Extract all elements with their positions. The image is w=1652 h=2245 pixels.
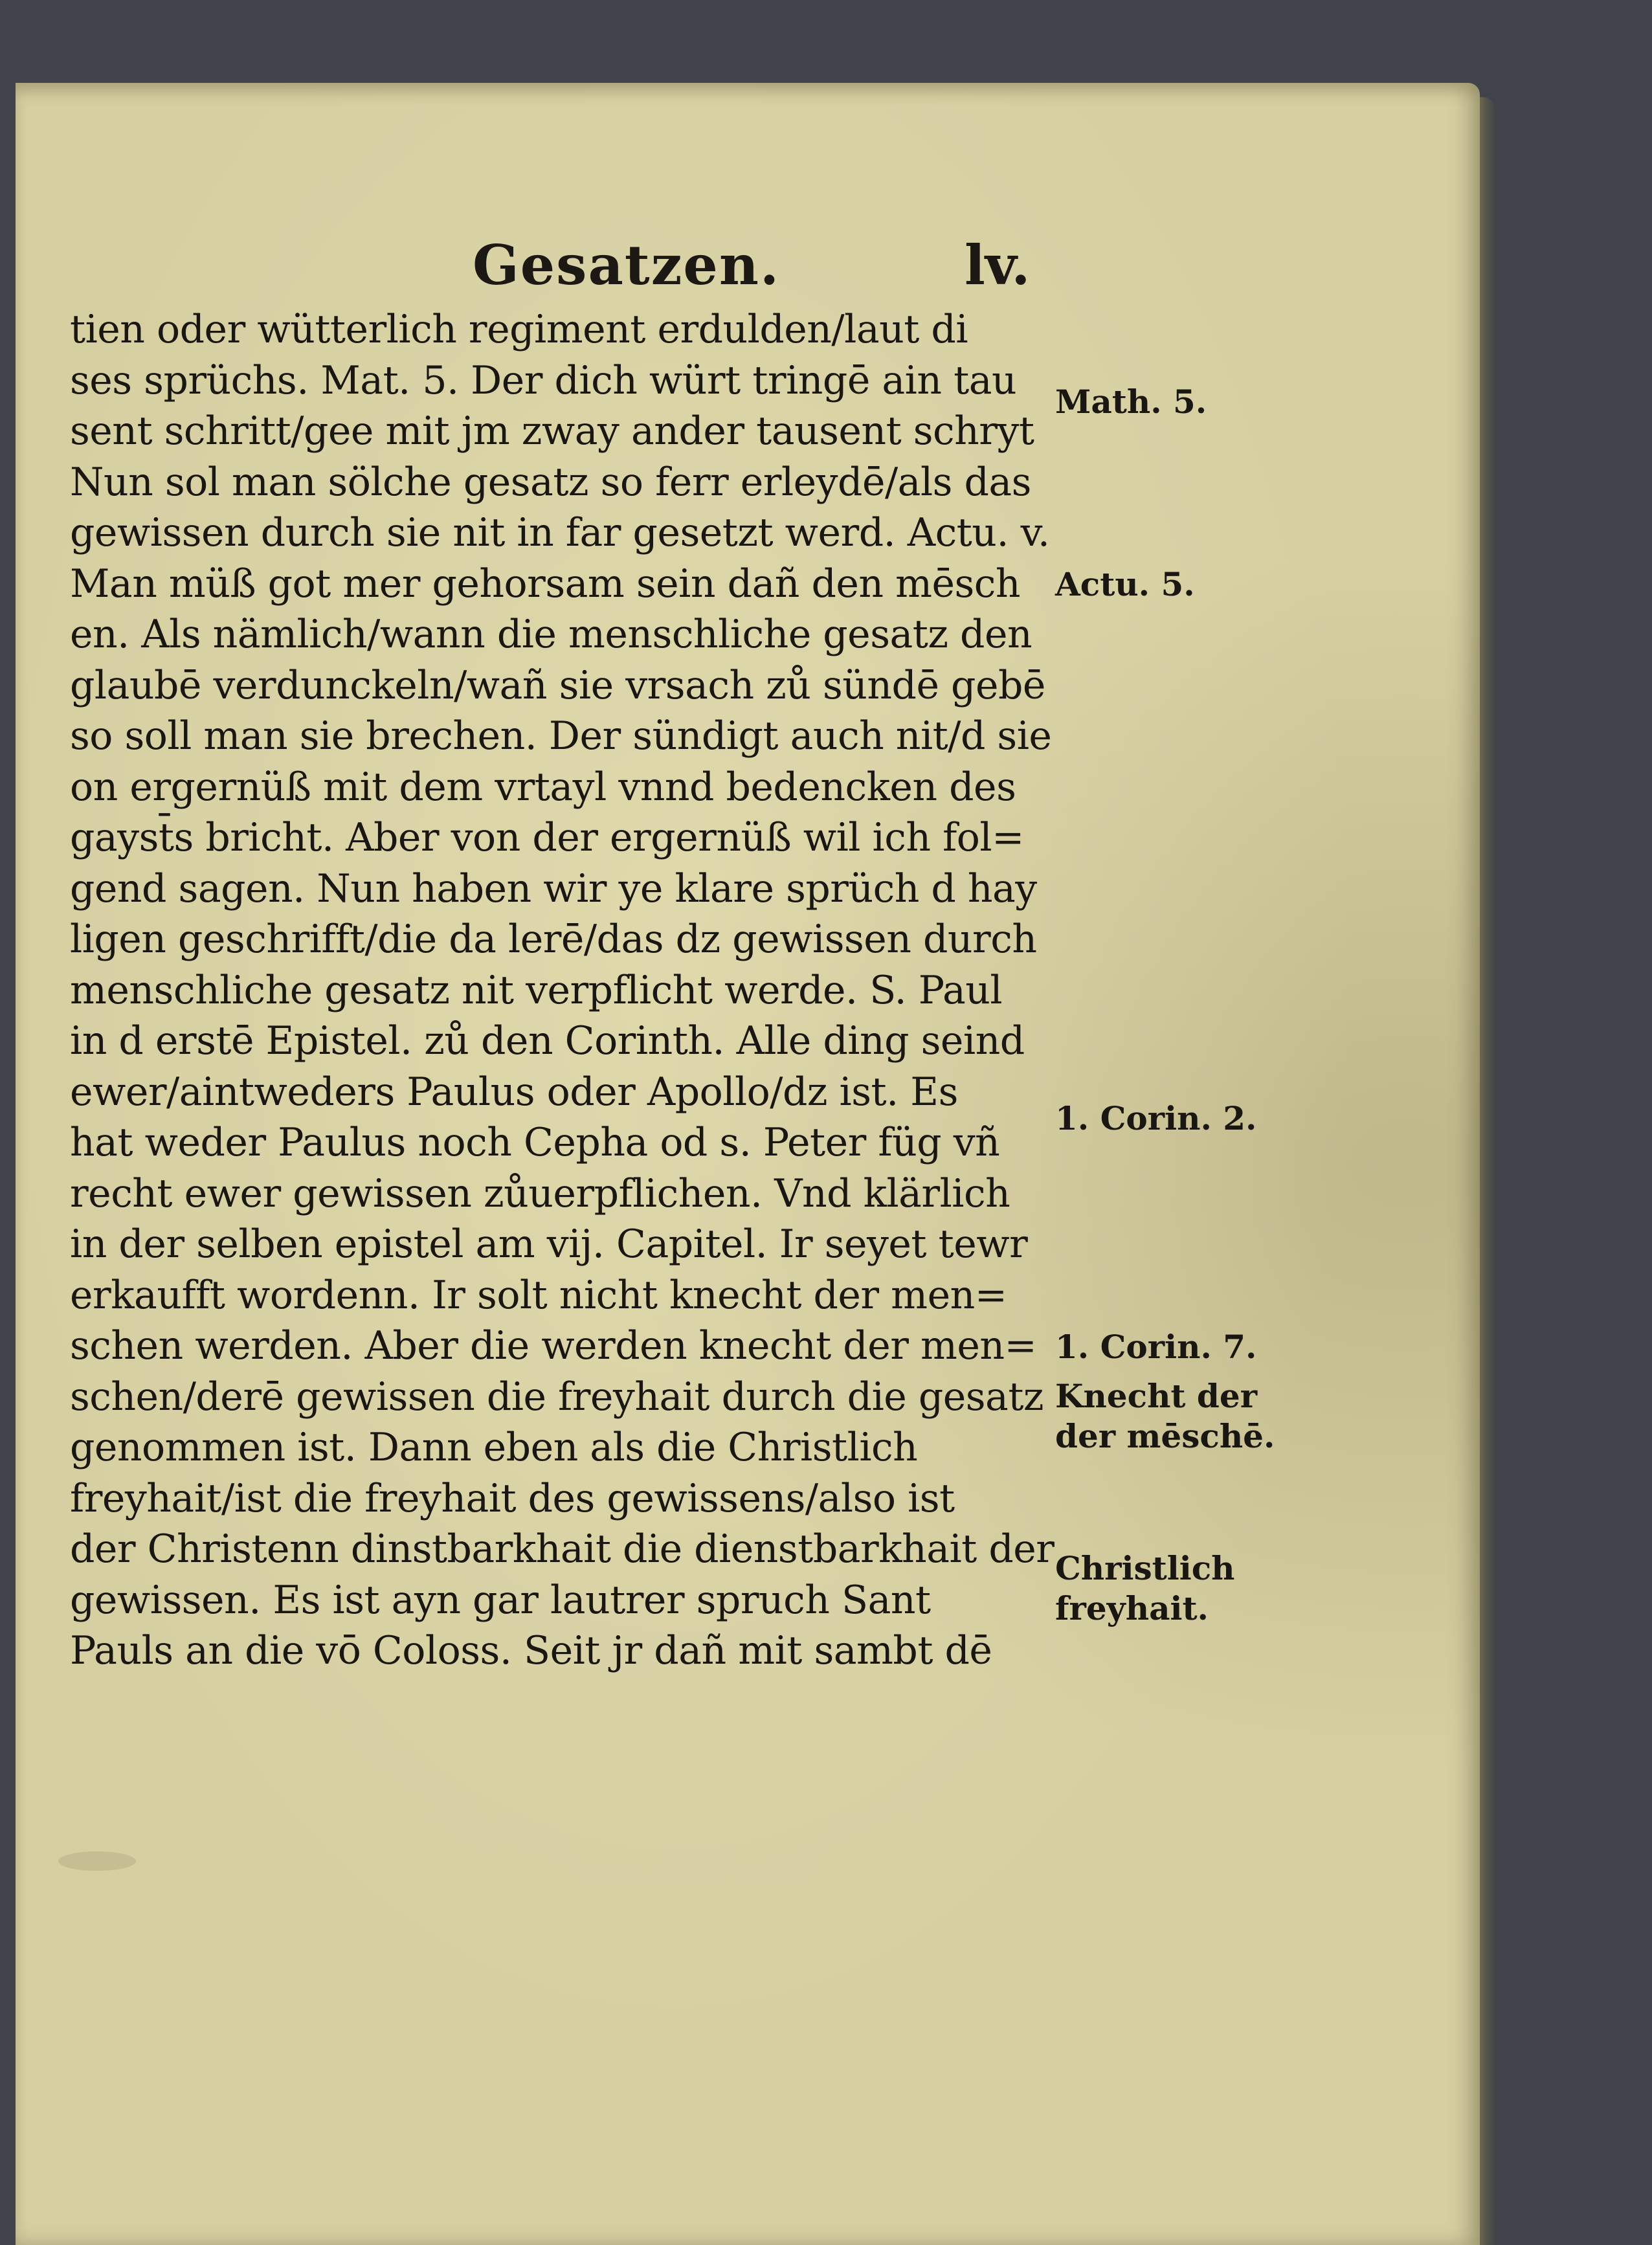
- text-line: ewer/aintweders Paulus oder Apollo/dz ist. Es: [70, 1069, 958, 1115]
- body-text: [70, 304, 1054, 1677]
- page-header: [0, 233, 1652, 304]
- text-line: in d erstē Epistel. zů den Corinth. Alle ding seind: [70, 1018, 1025, 1064]
- marginal-note-actu: Actu. 5.: [1055, 565, 1195, 603]
- text-line: Pauls an die vō Coloss. Seit jr dañ mit sambt dē: [70, 1628, 992, 1673]
- text-line: tien oder wütterlich regiment erdulden/laut di: [70, 307, 968, 352]
- marginal-note-corin-7: 1. Corin. 7.: [1055, 1328, 1257, 1366]
- text-line: schen/derē gewissen die freyhait durch die gesatz: [70, 1374, 1044, 1420]
- marginal-note-corin-2: 1. Corin. 2.: [1055, 1099, 1257, 1137]
- folio-number: lv.: [965, 233, 1031, 297]
- text-line: recht ewer gewissen zůuerpflichen. Vnd klärlich: [70, 1170, 1010, 1216]
- text-line: der Christenn dinstbarkhait die dienstbarkhait der: [70, 1526, 1055, 1572]
- text-line: gend sagen. Nun haben wir ye klare sprüch d hay: [70, 866, 1037, 911]
- text-line: ses sprüchs. Mat. 5. Der dich würt tringē ain tau: [70, 357, 1017, 403]
- marginal-note-christlich: Christlich: [1055, 1549, 1235, 1587]
- running-head: Gesatzen.: [473, 233, 781, 297]
- text-line: en. Als nämlich/wann die menschliche gesatz den: [70, 612, 1032, 657]
- text-line: menschliche gesatz nit verpflicht werde. S. Paul: [70, 967, 1003, 1013]
- marginal-note-math: Math. 5.: [1055, 383, 1207, 421]
- text-line: glaubē verdunckeln/wañ sie vrsach zů sündē gebē: [70, 662, 1045, 708]
- marginal-note-menschen: der mēschē.: [1055, 1417, 1275, 1455]
- text-line: Nun sol man sölche gesatz so ferr erleydē/als das: [70, 459, 1031, 505]
- text-line: sent schritt/gee mit jm zway ander tausent schryt: [70, 408, 1034, 454]
- text-line: on ergernüß mit dem vrtayl vnnd bedencken des: [70, 764, 1016, 810]
- marginal-note-knecht: Knecht der: [1055, 1377, 1258, 1415]
- marginal-note-freyhait: freyhait.: [1055, 1589, 1209, 1627]
- text-line: hat weder Paulus noch Cepha od s. Peter füg vñ: [70, 1120, 1000, 1165]
- text-line: freyhait/ist die freyhait des gewissens/also ist: [70, 1475, 955, 1521]
- text-line: Man müß got mer gehorsam sein dañ den mēsch: [70, 561, 1021, 607]
- text-line: so soll man sie brechen. Der sündigt auch nit/d sie: [70, 713, 1052, 759]
- text-line: gayst̄s bricht. Aber von der ergernüß wil ich fol=: [70, 815, 1024, 860]
- text-line: in der selben epistel am vij. Capitel. Ir seyet tewr: [70, 1222, 1028, 1267]
- text-line: ligen geschrifft/die da lerē/das dz gewissen durch: [70, 917, 1037, 962]
- text-line: erkaufft wordenn. Ir solt nicht knecht der men=: [70, 1272, 1007, 1318]
- text-line: gewissen. Es ist ayn gar lautrer spruch Sant: [70, 1577, 931, 1623]
- text-line: genommen ist. Dann eben als die Christlich: [70, 1425, 918, 1470]
- text-line: gewissen durch sie nit in far gesetzt werd. Actu. v.: [70, 510, 1050, 555]
- page-stain: [58, 1851, 136, 1871]
- text-line: schen werden. Aber die werden knecht der men=: [70, 1323, 1037, 1368]
